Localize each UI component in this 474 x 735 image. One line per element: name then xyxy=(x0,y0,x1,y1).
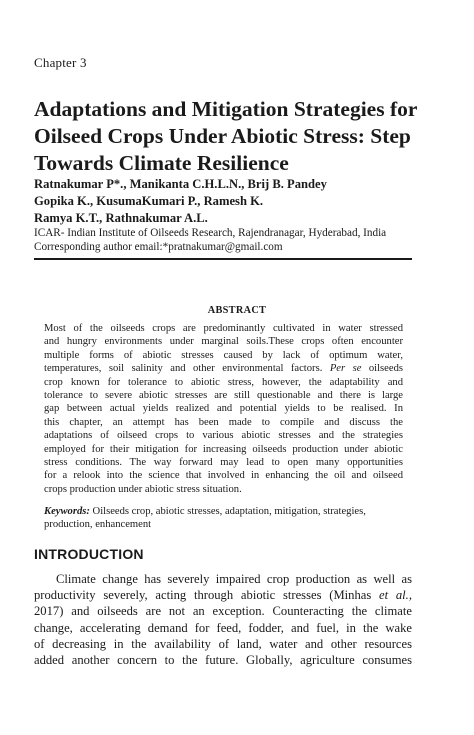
abstract-heading: ABSTRACT xyxy=(207,305,267,316)
author-line: Ratnakumar P*., Manikanta C.H.L.N., Brij B. Pandey xyxy=(34,177,327,191)
abstract-line: this chapter, an attempt has been made to compile and discuss the xyxy=(44,416,403,428)
intro-line xyxy=(34,587,412,603)
abstract-line: adaptations of oilseed crops to various abiotic stresses and the strategies xyxy=(44,430,403,442)
author-list xyxy=(34,176,327,227)
keywords-block xyxy=(44,505,403,532)
intro-italic-citation: et al., xyxy=(379,588,412,603)
header-divider xyxy=(34,258,412,260)
abstract-body xyxy=(44,322,403,496)
intro-line-text: productivity severely, acting through abiotic stresses (Minhas xyxy=(34,588,380,603)
abstract-line-text: temperatures, soil salinity and other environmental factors. xyxy=(44,363,330,375)
intro-line: 2017) and oilseeds are not an exception. Counteracting the climate xyxy=(34,604,412,619)
abstract-line: stress conditions. The way forward may lead to open many opportunities xyxy=(44,457,403,469)
keywords-line: production, enhancement xyxy=(44,519,152,531)
introduction-body xyxy=(34,571,412,668)
keywords-text: Oilseeds crop, abiotic stresses, adaptation, mitigation, strategies, xyxy=(89,506,366,517)
title-line: Oilseed Crops Under Abiotic Stress: Step xyxy=(34,124,411,148)
author-line: Ramya K.T., Rathnakumar A.L. xyxy=(34,211,208,225)
abstract-line: gap between actual yields realized and potential yields to be realised. In xyxy=(44,403,403,415)
chapter-label: Chapter 3 xyxy=(34,55,87,70)
abstract-line: Most of the oilseeds crops are predominantly cultivated in water stressed xyxy=(44,323,403,334)
keywords-label: Keywords: xyxy=(44,506,90,517)
chapter-title xyxy=(34,96,434,177)
affiliation: ICAR- Indian Institute of Oilseeds Research, Rajendranagar, Hyderabad, India xyxy=(34,227,387,239)
abstract-line: employed for their mitigation for increasing oilseeds production under abiotic xyxy=(44,443,403,455)
abstract-line-text: oilseeds xyxy=(361,363,403,375)
introduction-heading: INTRODUCTION xyxy=(34,546,144,562)
abstract-line: for a relook into the science that involved in enhancing the oil and oilseed xyxy=(44,470,403,482)
abstract-line: tolerance to severe abiotic stresses are still questionable and there is large xyxy=(44,390,403,402)
keywords-line xyxy=(44,505,403,518)
corresponding-author: Corresponding author email:*pratnakumar@gmail.com xyxy=(34,241,283,253)
intro-line: of decreasing in the availability of land, water and other resources xyxy=(34,636,412,651)
abstract-line: and hungry environments under marginal soils.These crops often encounter xyxy=(44,336,403,348)
intro-line: change, accelerating demand for feed, fodder, and fuel, in the wake xyxy=(34,620,412,635)
affiliation-block xyxy=(34,226,386,254)
abstract-line: crop known for tolerance to abiotic stress, however, the adaptability and xyxy=(44,376,403,388)
title-line: Towards Climate Resilience xyxy=(34,151,289,175)
abstract-italic-term: Per se xyxy=(329,363,362,375)
title-line: Adaptations and Mitigation Strategies for xyxy=(34,97,418,121)
intro-line: Climate change has severely impaired crop production as well as xyxy=(56,572,412,586)
intro-line: added another concern to the future. Globally, agriculture consumes xyxy=(34,653,412,668)
abstract-line: multiple forms of abiotic stresses caused by lack of optimum water, xyxy=(44,349,403,361)
abstract-line: crops production under abiotic stress situation. xyxy=(44,483,242,495)
author-line: Gopika K., KusumaKumari P., Ramesh K. xyxy=(34,194,264,208)
abstract-line xyxy=(44,362,403,375)
